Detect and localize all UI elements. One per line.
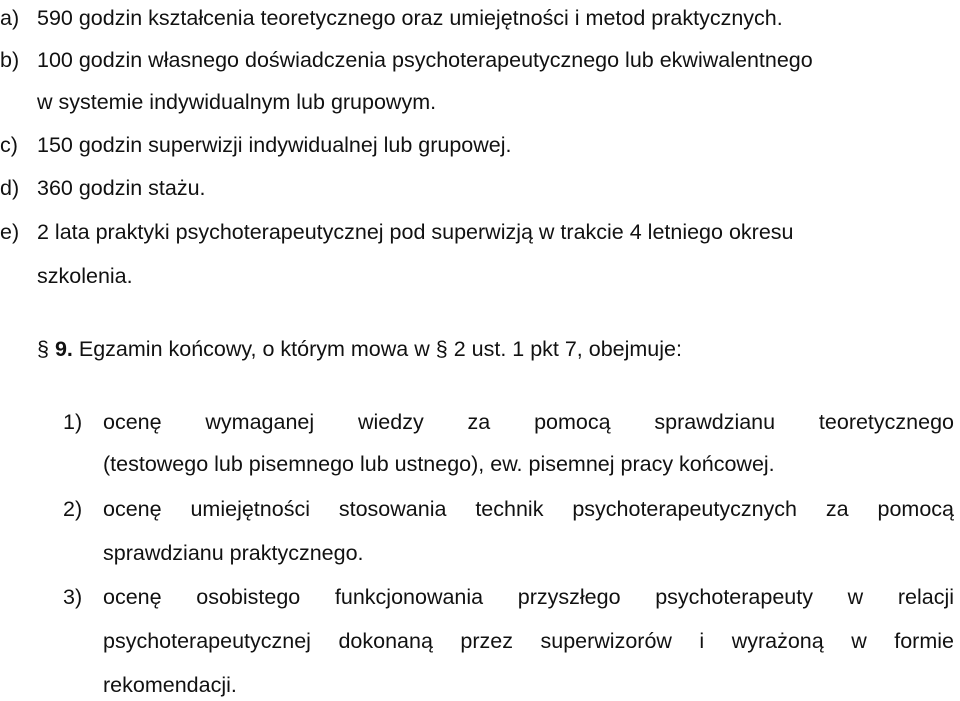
list-marker: 2) (63, 497, 83, 521)
section-number: 9. (54, 337, 73, 361)
section-text: Egzamin końcowy, o którym mowa w (78, 337, 430, 361)
list-marker: a) (0, 6, 20, 30)
list-item-text: psychoterapeutycznej dokonaną przez superwizorów i wyrażoną w formie (103, 629, 954, 653)
list-item-text: szkolenia. (37, 264, 133, 288)
list-marker: b) (0, 48, 20, 72)
list-item-text: 590 godzin kształcenia teoretycznego oraz umiejętności i metod praktycznych. (37, 6, 783, 30)
list-item-text: rekomendacji. (103, 673, 237, 697)
section-ref-symbol: § (435, 337, 448, 361)
list-item-text: 100 godzin własnego doświadczenia psychoterapeutycznego lub ekwiwalentnego (37, 48, 813, 72)
list-marker: d) (0, 176, 20, 200)
section-symbol: § (37, 337, 49, 361)
list-marker: 1) (63, 410, 83, 434)
list-item-text: ocenę umiejętności stosowania technik psychoterapeutycznych za pomocą (103, 497, 954, 521)
list-item-text: (testowego lub pisemnego lub ustnego), ew. pisemnej pracy końcowej. (103, 452, 775, 476)
list-marker: e) (0, 220, 20, 244)
list-item-text: ocenę wymaganej wiedzy za pomocą sprawdzianu teoretycznego (103, 410, 954, 434)
list-item-text: 150 godzin superwizji indywidualnej lub grupowej. (37, 133, 512, 157)
list-item-text: 360 godzin stażu. (37, 176, 206, 200)
list-marker: 3) (63, 585, 83, 609)
section-heading (37, 336, 682, 362)
list-item-text: 2 lata praktyki psychoterapeutycznej pod superwizją w trakcie 4 letniego okresu (37, 220, 794, 244)
list-marker: c) (0, 133, 18, 157)
list-item-text: w systemie indywidualnym lub grupowym. (37, 90, 437, 114)
section-ref-text: 2 ust. 1 pkt 7, obejmuje: (453, 337, 682, 361)
list-item-text: ocenę osobistego funkcjonowania przyszłego psychoterapeuty w relacji (103, 585, 954, 609)
list-item-text: sprawdzianu praktycznego. (103, 541, 364, 565)
